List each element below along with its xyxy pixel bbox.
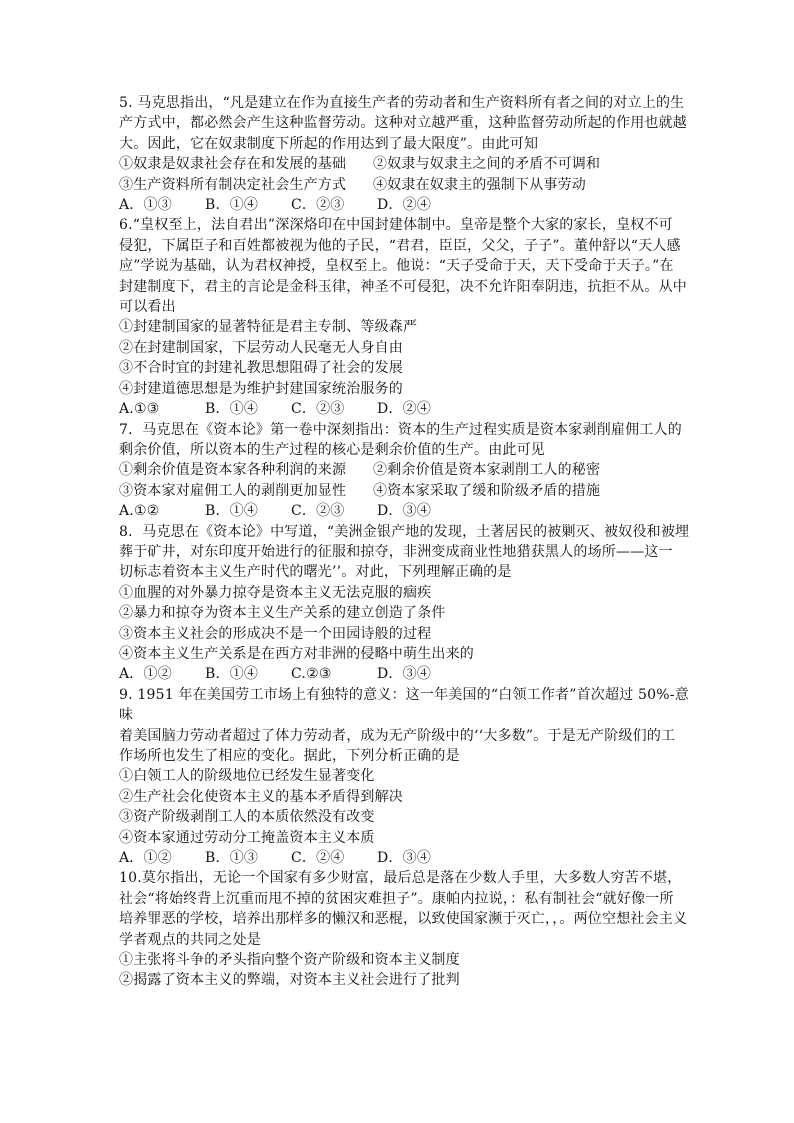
answer-b: B．①④: [205, 401, 259, 418]
question-5: [119, 93, 687, 215]
option-1: ①血腥的对外暴力掠夺是资本主义无法克服的痼疾: [119, 584, 432, 601]
question-stem-line: 8．马克思在《资本论》中写道，“美洲金银产地的发现，土著居民的被剿灭、被奴役和被埋: [119, 523, 690, 540]
option-3: ③资产阶级剥削工人的本质依然没有改变: [119, 809, 375, 826]
option-2: ②揭露了资本主义的弊端，对资本主义社会进行了批判: [119, 972, 460, 989]
answer-a: A.①②: [119, 503, 160, 520]
option-2: ②奴隶与奴隶主之间的矛盾不可调和: [373, 156, 601, 173]
question-stem-line: 切标志着资本主义生产时代的曙光’’。对此，下列理解正确的是: [119, 564, 512, 581]
question-stem-line: 剩余价值，所以资本的生产过程的核心是剩余价值的生产。由此可见: [119, 441, 545, 458]
option-row: [119, 460, 679, 480]
question-stem-line: 侵犯，下属臣子和百姓都被视为他的子民，“君君，臣臣，父父，子子”。董仲舒以“天人感: [119, 237, 681, 254]
option-2: ②暴力和掠夺为资本主义生产关系的建立创造了条件: [119, 605, 446, 622]
option-row: [119, 154, 679, 174]
answer-b: B．①④: [205, 197, 259, 214]
question-stem-line: 着美国脑力劳动者超过了体力劳动者，成为无产阶级中的‘‘大多数”。于是无产阶级们的工: [119, 727, 676, 744]
answer-a: A．①②: [119, 850, 172, 867]
question-stem-line: 学者观点的共同之处是: [119, 931, 261, 948]
answer-a: A．①③: [119, 197, 172, 214]
option-3: ③资本家对雇佣工人的剥削更加显性: [119, 482, 347, 499]
answer-choices: [119, 848, 679, 868]
answer-choices: [119, 501, 679, 521]
question-stem-line: 作场所也发生了相应的变化。据此，下列分析正确的是: [119, 748, 460, 764]
question-stem-line: 可以看出: [119, 299, 176, 316]
answer-d: D．③④: [377, 850, 432, 867]
option-3: ③生产资料所有制决定社会生产方式: [119, 176, 347, 193]
answer-d: D．③④: [377, 503, 432, 520]
question-stem-line: 封建制度下，君主的言论是金科玉律，神圣不可侵犯，决不允许阳奉阴违，抗拒不从。从中: [119, 278, 687, 295]
option-row: [119, 481, 679, 501]
answer-b: B．①④: [205, 666, 259, 683]
option-1: ①白领工人的阶级地位已经发生显著变化: [119, 768, 375, 785]
answer-a: A．①②: [119, 666, 172, 683]
option-4: ④封建道德思想是为维护封建国家统治服务的: [119, 380, 403, 397]
option-row: [119, 175, 679, 195]
answer-d: D．③④: [377, 666, 432, 683]
question-stem-line: 7．马克思在《资本论》第一卷中深刻指出：资本的生产过程实质是资本家剥削雇佣工人的: [119, 421, 682, 438]
option-1: ①封建制国家的显著特征是君主专制、等级森严: [119, 319, 418, 336]
question-6: [119, 215, 687, 419]
question-stem-line: 大。因此，它在奴隶制度下所起的作用达到了最大限度”。由此可知: [119, 135, 539, 152]
question-stem-line: 社会“将始终背上沉重而甩不掉的贫困灾难担子”。康帕内拉说，：私有制社会“就好像一所: [119, 890, 674, 907]
question-9: [119, 685, 689, 869]
answer-c: C．②④: [291, 850, 345, 867]
answer-c: C．②③: [291, 503, 345, 520]
question-stem-line: 葬于矿井，对东印度开始进行的征服和掠夺，非洲变成商业性地猎获黑人的场所——这一: [119, 543, 673, 560]
answer-b: B．①④: [205, 503, 259, 520]
answer-d: D．②④: [377, 197, 432, 214]
question-stem-line: 10.莫尔指出，无论一个国家有多少财富，最后总是落在少数人手里，大多数人穷苦不堪，: [119, 870, 682, 887]
exam-page: [119, 93, 690, 991]
option-3: ③不合时宜的封建礼教思想阻碍了社会的发展: [119, 360, 403, 377]
answer-choices: [119, 399, 679, 419]
answer-choices: [119, 664, 679, 684]
question-stem-line: 味: [119, 707, 134, 724]
option-4: ④奴隶在奴隶主的强制下从事劳动: [373, 176, 586, 193]
question-stem-line: 应”学说为基础，认为君权神授，皇权至上。他说：“天子受命于天，天下受命于天子。”在: [119, 258, 674, 275]
option-4: ④资本家通过劳动分工掩盖资本主义本质: [119, 829, 375, 846]
question-stem-line: 9. 1951 年在美国劳工市场上有独特的意义：这一年美国的“白领工作者”首次超过 50%-意: [119, 686, 689, 703]
answer-a: A.①③: [119, 401, 160, 418]
question-8: [119, 522, 690, 685]
option-1: ①剩余价值是资本家各种利润的来源: [119, 462, 347, 479]
question-stem-line: 5. 马克思指出，“凡是建立在作为直接生产者的劳动者和生产资料所有者之间的对立上的生: [119, 95, 685, 111]
option-4: ④资本主义生产关系是在西方对非洲的侵略中萌生出来的: [119, 645, 474, 662]
question-stem-line: 产方式中，都必然会产生这种监督劳动。这种对立越严重，这种监督劳动所起的作用也就越: [119, 115, 687, 132]
question-7: [119, 420, 682, 522]
option-1: ①奴隶是奴隶社会存在和发展的基础: [119, 156, 347, 173]
question-10: [119, 868, 688, 990]
answer-d: D．②④: [377, 401, 432, 418]
answer-choices: [119, 195, 679, 215]
answer-c: C.②③: [291, 666, 332, 683]
answer-c: C．②③: [291, 401, 345, 418]
option-4: ④资本家采取了缓和阶级矛盾的措施: [373, 482, 601, 499]
question-stem-line: 培养罪恶的学校，培养出那样多的懒汉和恶棍，以致使国家濒于灭亡，，。两位空想社会主义: [119, 911, 688, 928]
option-1: ①主张将斗争的矛头指向整个资产阶级和资本主义制度: [119, 952, 460, 969]
option-2: ②生产社会化使资本主义的基本矛盾得到解决: [119, 788, 403, 805]
option-3: ③资本主义社会的形成决不是一个田园诗般的过程: [119, 625, 432, 642]
option-2: ②在封建制国家，下层劳动人民毫无人身自由: [119, 339, 403, 356]
answer-c: C．②③: [291, 197, 345, 214]
question-stem-line: 6.“皇权至上，法自君出”深深烙印在中国封建体制中。皇帝是整个大家的家长，皇权不可: [119, 217, 673, 234]
option-2: ②剩余价值是资本家剥削工人的秘密: [373, 462, 601, 479]
answer-b: B．①③: [205, 850, 259, 867]
